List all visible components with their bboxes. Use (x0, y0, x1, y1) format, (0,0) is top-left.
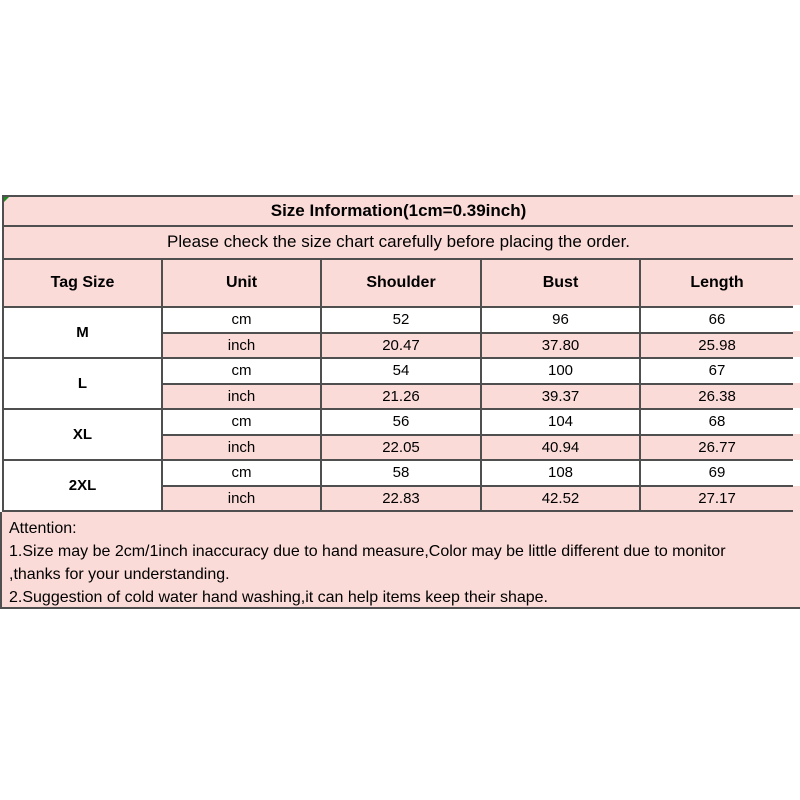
unit-label: inch (162, 333, 321, 358)
unit-label: inch (162, 384, 321, 409)
length-value: 27.17 (640, 486, 794, 512)
length-value: 26.77 (640, 435, 794, 460)
unit-label: cm (162, 307, 321, 332)
bust-value: 96 (481, 307, 640, 332)
attention-line-1-cont: ,thanks for your understanding. (9, 566, 230, 583)
attention-line-1: 1.Size may be 2cm/1inch inaccuracy due to hand measure,Color may be little different due to monitor (9, 543, 726, 560)
bust-value: 104 (481, 409, 640, 434)
bust-value: 100 (481, 358, 640, 383)
title-row (3, 196, 794, 226)
table-title-text: Size Information(1cm=0.39inch) (270, 200, 527, 220)
unit-label: inch (162, 486, 321, 512)
length-value: 69 (640, 460, 794, 485)
shoulder-value: 22.05 (321, 435, 481, 460)
attention-note (0, 512, 800, 609)
unit-label: inch (162, 435, 321, 460)
subtitle-row (3, 226, 794, 260)
header-row (3, 259, 794, 307)
bust-value: 37.80 (481, 333, 640, 358)
table-title (3, 196, 794, 226)
shoulder-value: 21.26 (321, 384, 481, 409)
bust-value: 40.94 (481, 435, 640, 460)
col-header-length: Length (640, 259, 794, 307)
size-table (2, 195, 795, 512)
length-value: 25.98 (640, 333, 794, 358)
size-tag-m: M (3, 307, 162, 358)
bust-value: 108 (481, 460, 640, 485)
table-row-2xl-cm (3, 460, 794, 485)
shoulder-value: 54 (321, 358, 481, 383)
col-header-bust: Bust (481, 259, 640, 307)
length-value: 26.38 (640, 384, 794, 409)
size-tag-l: L (3, 358, 162, 409)
shoulder-value: 52 (321, 307, 481, 332)
table-right-edge-strip (793, 195, 800, 512)
bust-value: 39.37 (481, 384, 640, 409)
shoulder-value: 22.83 (321, 486, 481, 512)
table-row-xl-cm (3, 409, 794, 434)
unit-label: cm (162, 409, 321, 434)
length-value: 67 (640, 358, 794, 383)
unit-label: cm (162, 460, 321, 485)
col-header-shoulder: Shoulder (321, 259, 481, 307)
table-row-l-cm (3, 358, 794, 383)
attention-line-2: 2.Suggestion of cold water hand washing,it can help items keep their shape. (9, 589, 548, 606)
cell-corner-marker-icon (4, 197, 9, 202)
shoulder-value: 56 (321, 409, 481, 434)
attention-heading: Attention: (9, 520, 77, 537)
length-value: 66 (640, 307, 794, 332)
bust-value: 42.52 (481, 486, 640, 512)
unit-label: cm (162, 358, 321, 383)
size-tag-2xl: 2XL (3, 460, 162, 511)
col-header-tag-size: Tag Size (3, 259, 162, 307)
shoulder-value: 58 (321, 460, 481, 485)
table-row-m-cm (3, 307, 794, 332)
length-value: 68 (640, 409, 794, 434)
size-tag-xl: XL (3, 409, 162, 460)
shoulder-value: 20.47 (321, 333, 481, 358)
col-header-unit: Unit (162, 259, 321, 307)
table-subtitle: Please check the size chart carefully before placing the order. (3, 226, 794, 260)
